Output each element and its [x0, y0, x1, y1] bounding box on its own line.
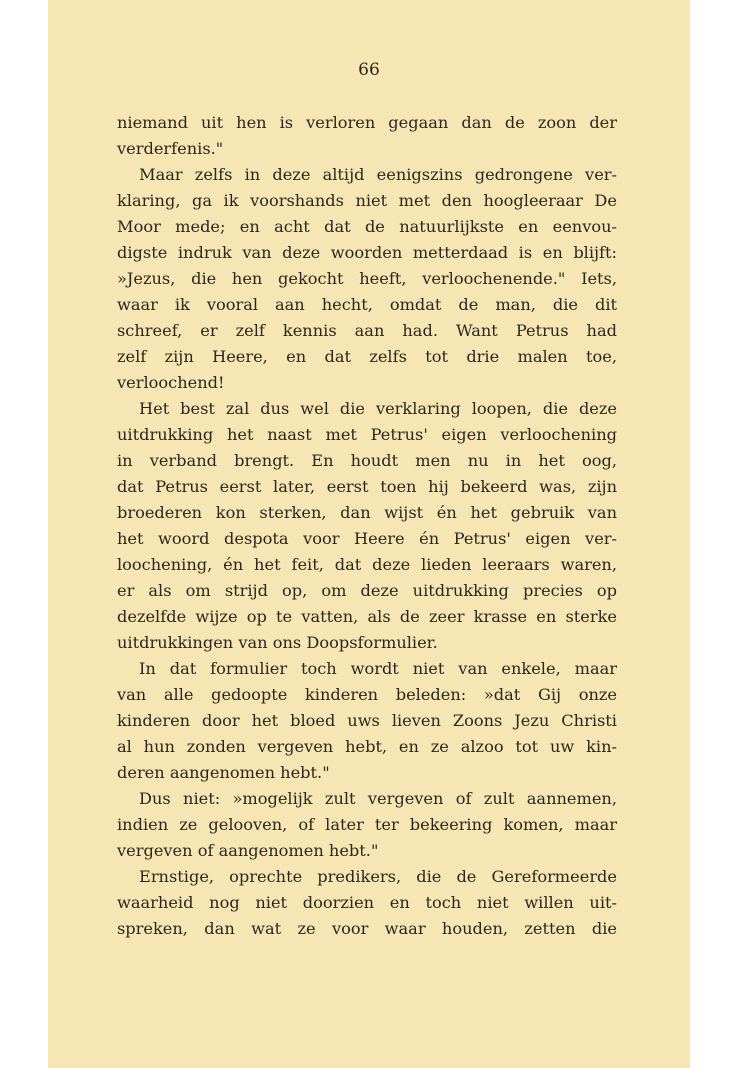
text-line: klaring, ga ik voorshands niet met den hoogleeraar De [117, 191, 617, 210]
text-line: waarheid nog niet doorzien en toch niet willen uit- [117, 893, 617, 912]
text-line: In dat formulier toch wordt niet van enkele, maar [139, 659, 617, 678]
text-line: zelf zijn Heere, en dat zelfs tot drie malen toe, [117, 347, 617, 366]
text-line: van alle gedoopte kinderen beleden: »dat Gij onze [117, 685, 617, 704]
text-line: er als om strijd op, om deze uitdrukking precies op [117, 581, 617, 600]
text-line: waar ik vooral aan hecht, omdat de man, die dit [117, 295, 617, 314]
book-page [48, 0, 690, 1068]
text-line: vergeven of aangenomen hebt." [117, 841, 379, 860]
text-line: verloochend! [117, 373, 225, 392]
text-line: Moor mede; en acht dat de natuurlijkste en eenvou- [117, 217, 617, 236]
text-line: broederen kon sterken, dan wijst én het gebruik van [117, 503, 617, 522]
text-line: Dus niet: »mogelijk zult vergeven of zult aannemen, [139, 789, 617, 808]
text-line: Ernstige, oprechte predikers, die de Gereformeerde [139, 867, 617, 886]
text-line: loochening, én het feit, dat deze lieden leeraars waren, [117, 555, 617, 574]
page-number: 66 [358, 60, 380, 80]
text-line: spreken, dan wat ze voor waar houden, zetten die [117, 919, 617, 938]
text-line: het woord despota voor Heere én Petrus' eigen ver- [117, 529, 617, 548]
text-line: indien ze gelooven, of later ter bekeering komen, maar [117, 815, 617, 834]
body-text [117, 110, 617, 942]
text-line: schreef, er zelf kennis aan had. Want Petrus had [117, 321, 617, 340]
text-line: deren aangenomen hebt." [117, 763, 330, 782]
text-line: niemand uit hen is verloren gegaan dan de zoon der [117, 113, 617, 132]
text-line: Maar zelfs in deze altijd eenigszins gedrongene ver- [139, 165, 617, 184]
text-line: »Jezus, die hen gekocht heeft, verloochenende." Iets, [117, 269, 617, 288]
text-line: verderfenis." [117, 139, 224, 158]
text-line: kinderen door het bloed uws lieven Zoons Jezu Christi [117, 711, 617, 730]
text-line: digste indruk van deze woorden metterdaad is en blijft: [117, 243, 617, 262]
text-line: dat Petrus eerst later, eerst toen hij bekeerd was, zijn [117, 477, 617, 496]
text-line: dezelfde wijze op te vatten, als de zeer krasse en sterke [117, 607, 617, 626]
text-line: Het best zal dus wel die verklaring loopen, die deze [139, 399, 617, 418]
text-line: uitdrukkingen van ons Doopsformulier. [117, 633, 438, 652]
text-line: uitdrukking het naast met Petrus' eigen verloochening [117, 425, 617, 444]
text-line: in verband brengt. En houdt men nu in het oog, [117, 451, 617, 470]
text-line: al hun zonden vergeven hebt, en ze alzoo tot uw kin- [117, 737, 617, 756]
